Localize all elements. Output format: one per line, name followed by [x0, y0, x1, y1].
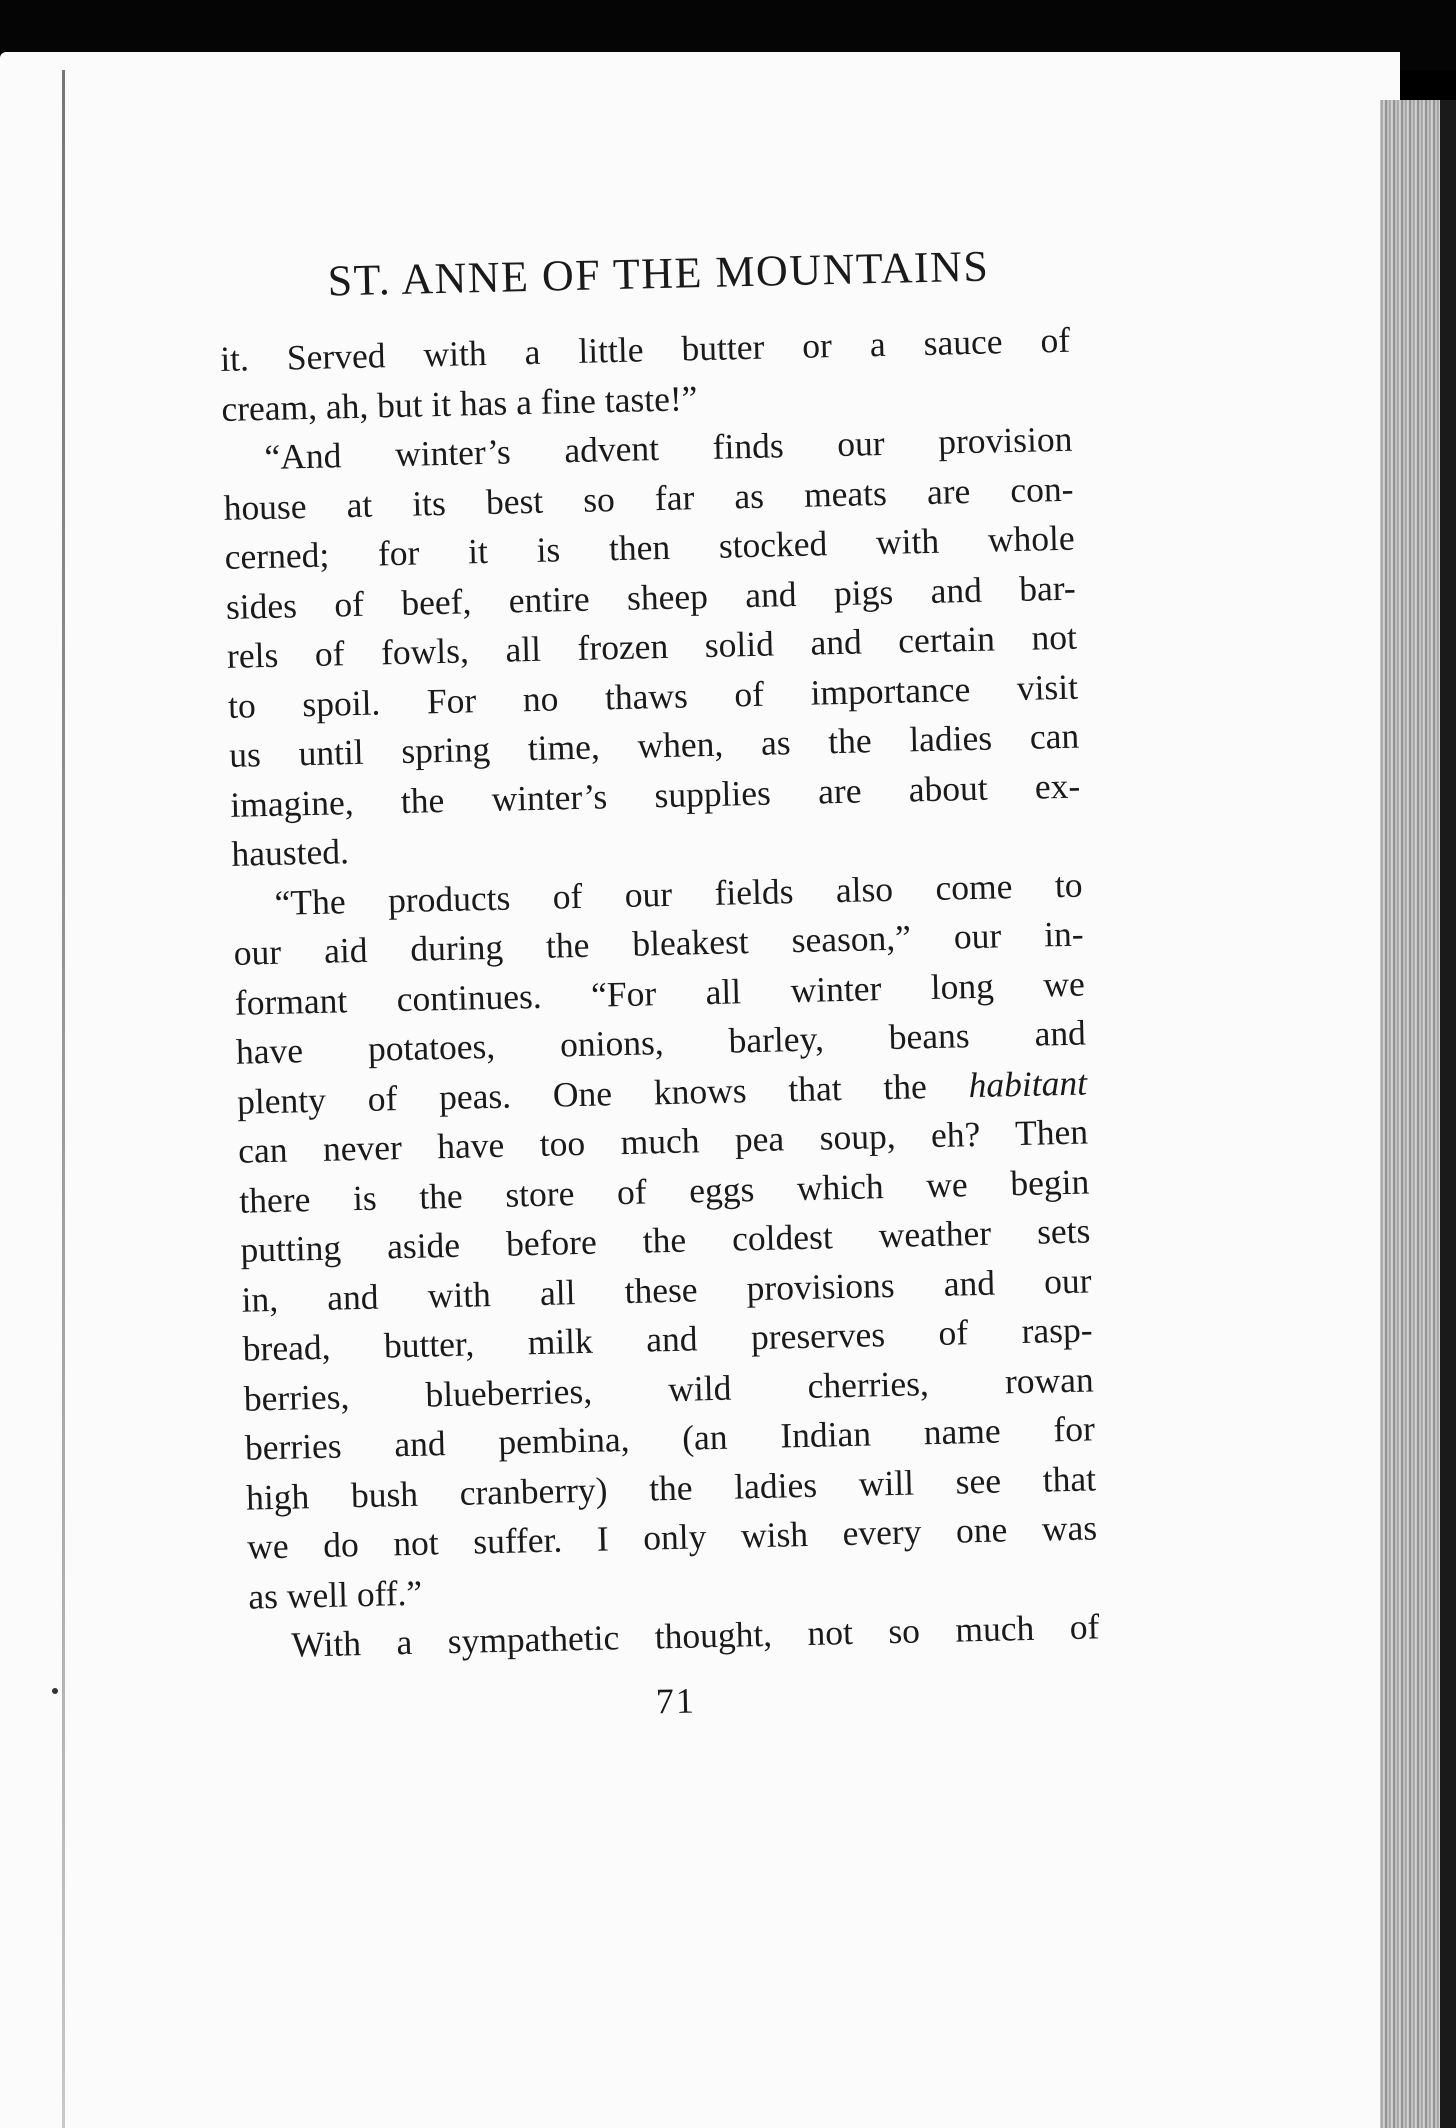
text-line: high bush cranberry) the ladies will see that: [245, 1457, 1097, 1518]
text-line: we do not suffer. I only wish every one was: [246, 1507, 1098, 1567]
text-line: can never have too much pea soup, eh? Then: [237, 1111, 1089, 1171]
text-block: [218, 239, 1101, 1731]
text-line: our aid during the bleakest season,” our in-: [233, 913, 1085, 973]
text-line: have potatoes, onions, barley, beans and: [235, 1012, 1087, 1072]
text-line: cerned; for it is then stocked with whole: [224, 517, 1076, 577]
text-line: imagine, the winter’s supplies are about ex-: [229, 765, 1081, 825]
text-line: house at its best so far as meats are con-: [223, 468, 1074, 528]
page-number: 71: [655, 1680, 697, 1721]
text-line: berries, blueberries, wild cherries, rowan: [243, 1358, 1095, 1419]
text-line: in, and with all these provisions and our: [241, 1259, 1092, 1320]
text-line: putting aside before the coldest weather sets: [240, 1210, 1091, 1270]
text-line: to spoil. For no thaws of importance visit: [227, 666, 1079, 726]
gutter-line: [62, 70, 65, 2128]
text-line: as well off.”: [247, 1572, 423, 1617]
text-line: “And winter’s advent finds our provision: [264, 418, 1073, 477]
text-line: rels of fowls, all frozen solid and certain not: [226, 616, 1078, 676]
edge-shadow: [1440, 100, 1456, 2128]
margin-speck: [52, 1688, 58, 1694]
text-line: berries and pembina, (an Indian name for: [244, 1408, 1096, 1468]
text-line: there is the store of eggs which we begin: [238, 1160, 1090, 1221]
text-line: us until spring time, when, as the ladies can: [228, 715, 1080, 775]
text-line: With a sympathetic thought, not so much of: [291, 1606, 1100, 1665]
text-line: cream, ah, but it has a fine taste!”: [220, 377, 698, 429]
text-line: it. Served with a little butter or a sauce of: [219, 319, 1071, 379]
text-line: sides of beef, entire sheep and pigs and bar-: [225, 567, 1077, 627]
running-head: ST. ANNE OF THE MOUNTAINS: [327, 241, 990, 306]
text-line: “The products of our fields also come to: [274, 864, 1083, 923]
text-line: formant continues. “For all winter long we: [234, 963, 1086, 1023]
text-line: bread, butter, milk and preserves of rasp-: [242, 1309, 1093, 1369]
text-line: hausted.: [231, 831, 350, 874]
text-line: plenty of peas. One knows that the habitant: [236, 1062, 1088, 1122]
body-text: [220, 316, 1100, 1671]
